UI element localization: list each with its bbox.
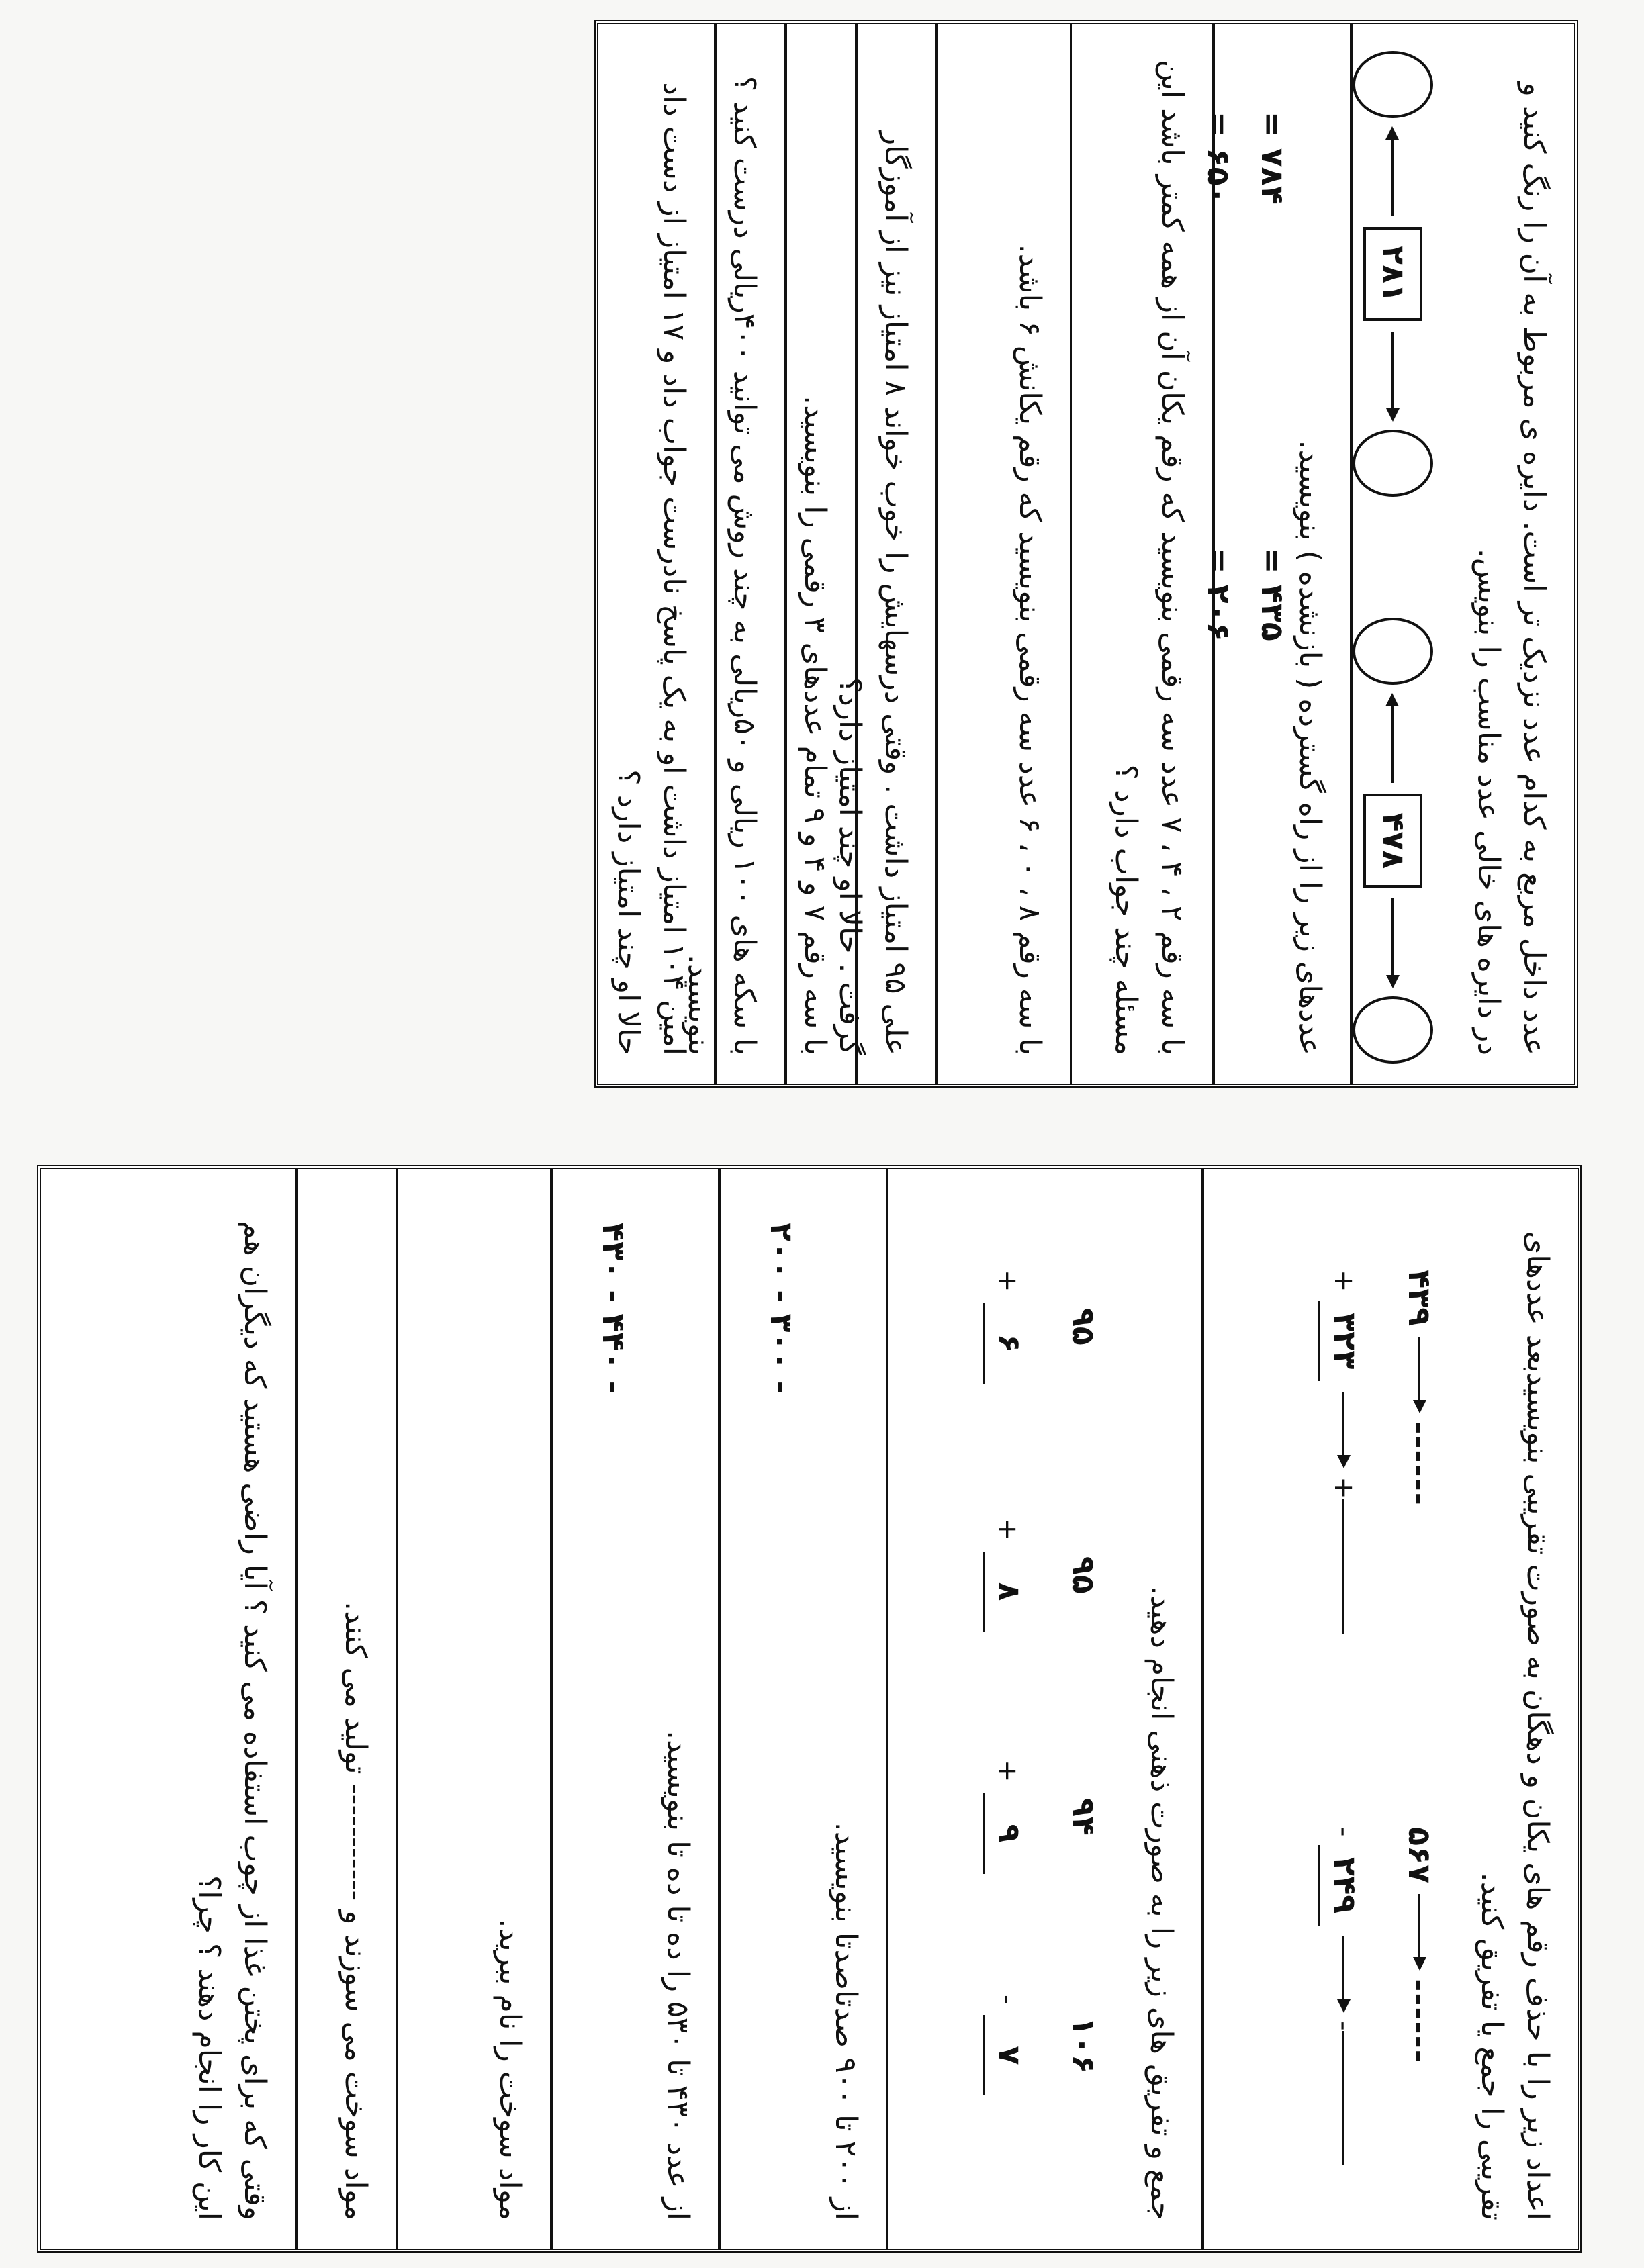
question-text: جمع و تفریق های زیر را به صورت ذهنی انجام دهید. [1144, 1585, 1179, 2220]
question-text: عدد داخل مربع به کدام عدد نزدیک تر است. دایره ی مربوط به آن را رنگ کنید و در دایره های خالی عدد مناسب را بنویس. [1471, 82, 1551, 1055]
question-mental-math [886, 1169, 1201, 2249]
mental-problem: ۹۵ + ۶ [983, 1270, 1107, 1384]
arrow-left-icon [1392, 129, 1394, 216]
expanded-item: ۲۰۶ = [1200, 548, 1237, 641]
answer-circle[interactable] [1353, 51, 1433, 118]
question-digits-806 [935, 24, 1069, 1084]
question-text: مواد سوخت می سوزند و ----------- تولید می کنند. [338, 1601, 373, 2220]
question-fuels [396, 1169, 550, 2249]
question-digits-247 [1070, 24, 1212, 1084]
left-worksheet-frame [37, 1165, 1582, 2253]
question-coins [682, 24, 784, 1084]
rounding-diagram [1353, 51, 1433, 1064]
sequence-start: ۴۳۰ - ۴۴۰ - [596, 1223, 632, 1394]
estimate-answer[interactable] [1342, 1499, 1344, 1634]
expanded-item: ۶۵۰ = [1200, 111, 1237, 205]
subtrahend: ۲۴۹ [1318, 1845, 1368, 1926]
mental-problem: ۱۰۶ - ۷ [983, 1995, 1107, 2095]
number-box: ۴۷۸ [1363, 794, 1422, 888]
minuend: ۵۶۷ [1402, 1827, 1438, 1884]
question-digits-749 [784, 24, 855, 1084]
estimate-addition: ۴۳۹ ------ + ۳۲۳ + [1318, 1270, 1443, 1634]
question-text: علی ۹۵ امتیاز داشت . وقتی درسهایش را خوب خواند ۸ امتیاز نیز از آموزگار گرفت . حالا او چند امتیاز دارد؟ [833, 130, 913, 1055]
question-wood-cooking [41, 1169, 295, 2249]
estimate-answer[interactable] [1342, 2031, 1344, 2165]
question-count-hundreds [718, 1169, 886, 2249]
arrow-right-icon [1392, 898, 1394, 986]
question-text: وقتی که برای پختن غذا از چوب استفاده می کنید ؟ آیا راضی هستید که دیگران هم این کار را انجام دهند ؟ چرا؟ [191, 1221, 272, 2220]
question-text: از ۲۰۰ تا ۹۰۰ صدتاصدتا بنویسید. [829, 1822, 863, 2220]
addend: ۴۳۹ [1402, 1270, 1438, 1327]
question-text: با سکه های ۱۰۰ ریالی و ۵۰ریالی به چند روش می توانید ۴۰۰ریالی درست کنید ؟ بنویسید. [682, 75, 762, 1055]
question-count-tens [550, 1169, 718, 2249]
addend: ۳۲۳ [1318, 1301, 1368, 1381]
number-box: ۲۸۱ [1363, 227, 1422, 321]
estimate-subtraction: ۵۶۷ ------ - ۲۴۹ - [1318, 1827, 1443, 2165]
question-ali-points [833, 24, 935, 1084]
question-text: مواد سوخت را نام ببرید. [493, 1918, 527, 2220]
answer-circle[interactable] [1353, 430, 1433, 497]
sequence-start: ۲۰۰ - ۳۰۰ - [764, 1223, 800, 1394]
question-text: با سه رقم ۲ ، ۴ ، ۷ عدد سه رقمی بنویسید که رقم یکان آن از همه کمتر باشد این مسئله چند جواب دارد ؟ [1109, 60, 1189, 1055]
question-text: اعداد زیر را با حذف رقم های یکان و دهگان به صورت تقریبی بنویسیدبعد عددهای تقریبی را جمع یا تفریق کنید. [1474, 1231, 1555, 2220]
mental-problem: ۹۵ + ۸ [983, 1518, 1107, 1632]
question-text: از عدد ۴۳۰ تا ۵۳۰ را ده تا ده تا بنویسید. [661, 1730, 695, 2220]
question-amin-points [598, 24, 714, 1084]
answer-circle[interactable] [1353, 996, 1433, 1064]
question-estimate [1201, 1169, 1578, 2249]
question-expanded-form [1200, 24, 1350, 1084]
expanded-item: ۴۳۵ = [1254, 548, 1291, 641]
question-round-circles [1350, 24, 1574, 1084]
question-text: امین ۱۰۴ امتیاز داشت او به یک پاسخ نادرست جواب داد و ۱۷ امتیاز از دست داد حالا او چند امتیاز دارد ؟ [611, 82, 692, 1055]
arrow-left-icon [1392, 696, 1394, 783]
question-text: عددهای زیر را از راه گسترده ( بازنشده ) بنویسید. [1292, 440, 1327, 1055]
answer-circle[interactable] [1353, 618, 1433, 685]
arrow-right-icon [1392, 332, 1394, 419]
question-text: با سه رقم ۸ ، ۰ ، ۶ عدد سه رقمی بنویسید که رقم یکانش ۶ باشد. [1012, 244, 1047, 1055]
expanded-item: ۷۸۴ = [1254, 111, 1291, 205]
mental-problem: ۹۴ + ۹ [983, 1760, 1107, 1874]
right-worksheet-frame [594, 20, 1578, 1088]
question-burning [295, 1169, 396, 2249]
question-text: با سه رقم ۷ و ۴ و ۹ تمام عددهای ۳ رقمی را بنویسید. [798, 395, 833, 1055]
